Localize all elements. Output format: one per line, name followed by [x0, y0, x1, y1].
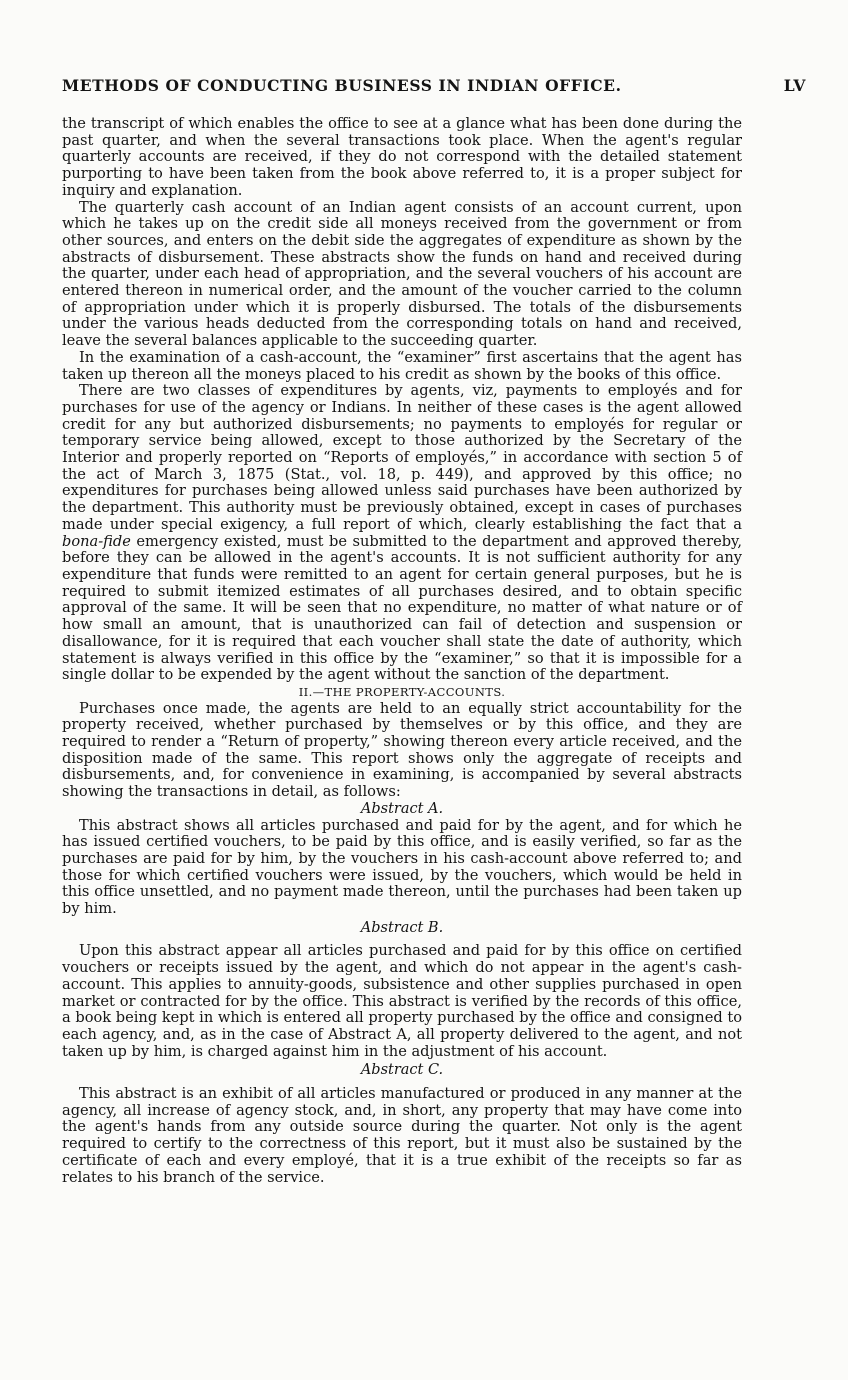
paragraph-abstract-a: This abstract shows all articles purchased and paid for by the agent, and for which he has issued certified vouchers, to be paid by this office, and is easily verified, so far as the purchases are paid for by him, by the vouchers in his cash-account above referred to; and those for which certified vouchers were issued, by the vouchers, which would be held in this office unsettled, and no payment made thereon, until the purchases had been taken up by him.	[62, 816, 742, 918]
section-heading: II.—THE PROPERTY-ACCOUNTS.	[298, 684, 506, 699]
paragraph-purchases: Purchases once made, the agents are held to an equally strict accountability for the property received, whether purchased by themselves or by this office, and they are required to render a “Return of property,” showing thereon every article received, and the disposition made of the same. This report shows only the aggregate of receipts and disbursements, and, for convenience in examining, is accompanied by several abstracts showing the transactions in detail, as follows:	[62, 699, 742, 801]
page-number: LV	[783, 76, 806, 95]
running-header	[62, 76, 806, 95]
expenditures-text-1: There are two classes of expenditures by agents, viz, payments to employés and for purchases for use of the agency or Indians. In neither of these cases is the agent allowed credit for any but authorized disbursements; no payments to employés for regular or temporary service being allowed, except to those authorized by the Secretary of the Interior and properly reported on “Reports of employés,” in accordance with section 5 of the act of March 3, 1875 (Stat., vol. 18, p. 449), and approved by this office; no expenditures for purchases being allowed unless said purchases have been authorized by the department. This authority must be previously obtained, except in cases of purchases made under special exigency, a full report of which, clearly establishing the fact that a	[62, 382, 742, 533]
body-text	[62, 116, 742, 1186]
paragraph-cash-account: The quarterly cash account of an Indian agent consists of an account current, upon which he takes up on the credit side all moneys received from the government or from other sources, and enters on the debit side the aggregates of expenditure as shown by the abstracts of disbursement. These abstracts show the funds on hand and received during the quarter, under each head of appropriation, and the several vouchers of his account are entered thereon in numerical order, and the amount of the voucher carried to the column of appropriation under which it is properly disbursed. The totals of the disbursements under the various heads deducted from the corresponding totals on hand and received, leave the several balances applicable to the succeeding quarter.	[62, 198, 742, 350]
expenditures-text-2: emergency existed, must be submitted to the department and approved thereby, before they can be allowed in the agent's accounts. It is not sufficient authority for any expenditure that funds were remitted to an agent for certain general purposes, but he is required to submit itemized estimates of all purchases desired, and to obtain specific approval of the same. It will be seen that no expenditure, no matter of what nature or of how small an amount, that is unauthorized can fail of detection and suspension or disallowance, for it is required that each voucher shall state the date of authority, which statement is always verified in this office by the “examiner,” so that it is impossible for a single dollar to be expended by the agent without the sanction of the department.	[62, 532, 742, 684]
bona-fide-italic: bona-fide	[62, 532, 131, 550]
paragraph-examination: In the examination of a cash-account, the “examiner” first ascertains that the agent has taken up thereon all the moneys placed to his credit as shown by the books of this office.	[62, 348, 742, 383]
paragraph-expenditures	[62, 383, 742, 684]
paragraph-abstract-b: Upon this abstract appear all articles purchased and paid for by this office on certified vouchers or receipts issued by the agent, and which do not appear in the agent's cash-account. This applies to annuity-goods, subsistence and other supplies purchased in open market or contracted for by the office. This abstract is verified by the records of this office, a book being kept in which is entered all property purchased by the office and consigned to each agency, and, as in the case of Abstract A, all property delivered to the agent, and not taken up by him, is charged against him in the adjustment of his account.	[62, 942, 742, 1060]
abstract-b-heading: Abstract B.	[360, 919, 444, 936]
abstract-c-heading: Abstract C.	[360, 1062, 444, 1079]
paragraph-continuation: the transcript of which enables the office to see at a glance what has been done during the past quarter, and when the several transactions took place. When the agent's regular quarterly accounts are received, if they do not correspond with the detailed statement purporting to have been taken from the book above referred to, it is a proper subject for inquiry and explanation.	[62, 115, 742, 199]
abstract-a-heading: Abstract A.	[360, 800, 444, 817]
paragraph-abstract-c: This abstract is an exhibit of all articles manufactured or produced in any manner at the agency, all increase of agency stock, and, in short, any property that may have come into the agent's hands from any outside source during the quarter. Not only is the agent required to certify to the correctness of this report, but it must also be sustained by the certificate of each and every employé, that it is a true exhibit of the receipts so far as relates to his branch of the service.	[62, 1085, 742, 1186]
header-title: METHODS OF CONDUCTING BUSINESS IN INDIAN OFFICE.	[62, 76, 622, 95]
